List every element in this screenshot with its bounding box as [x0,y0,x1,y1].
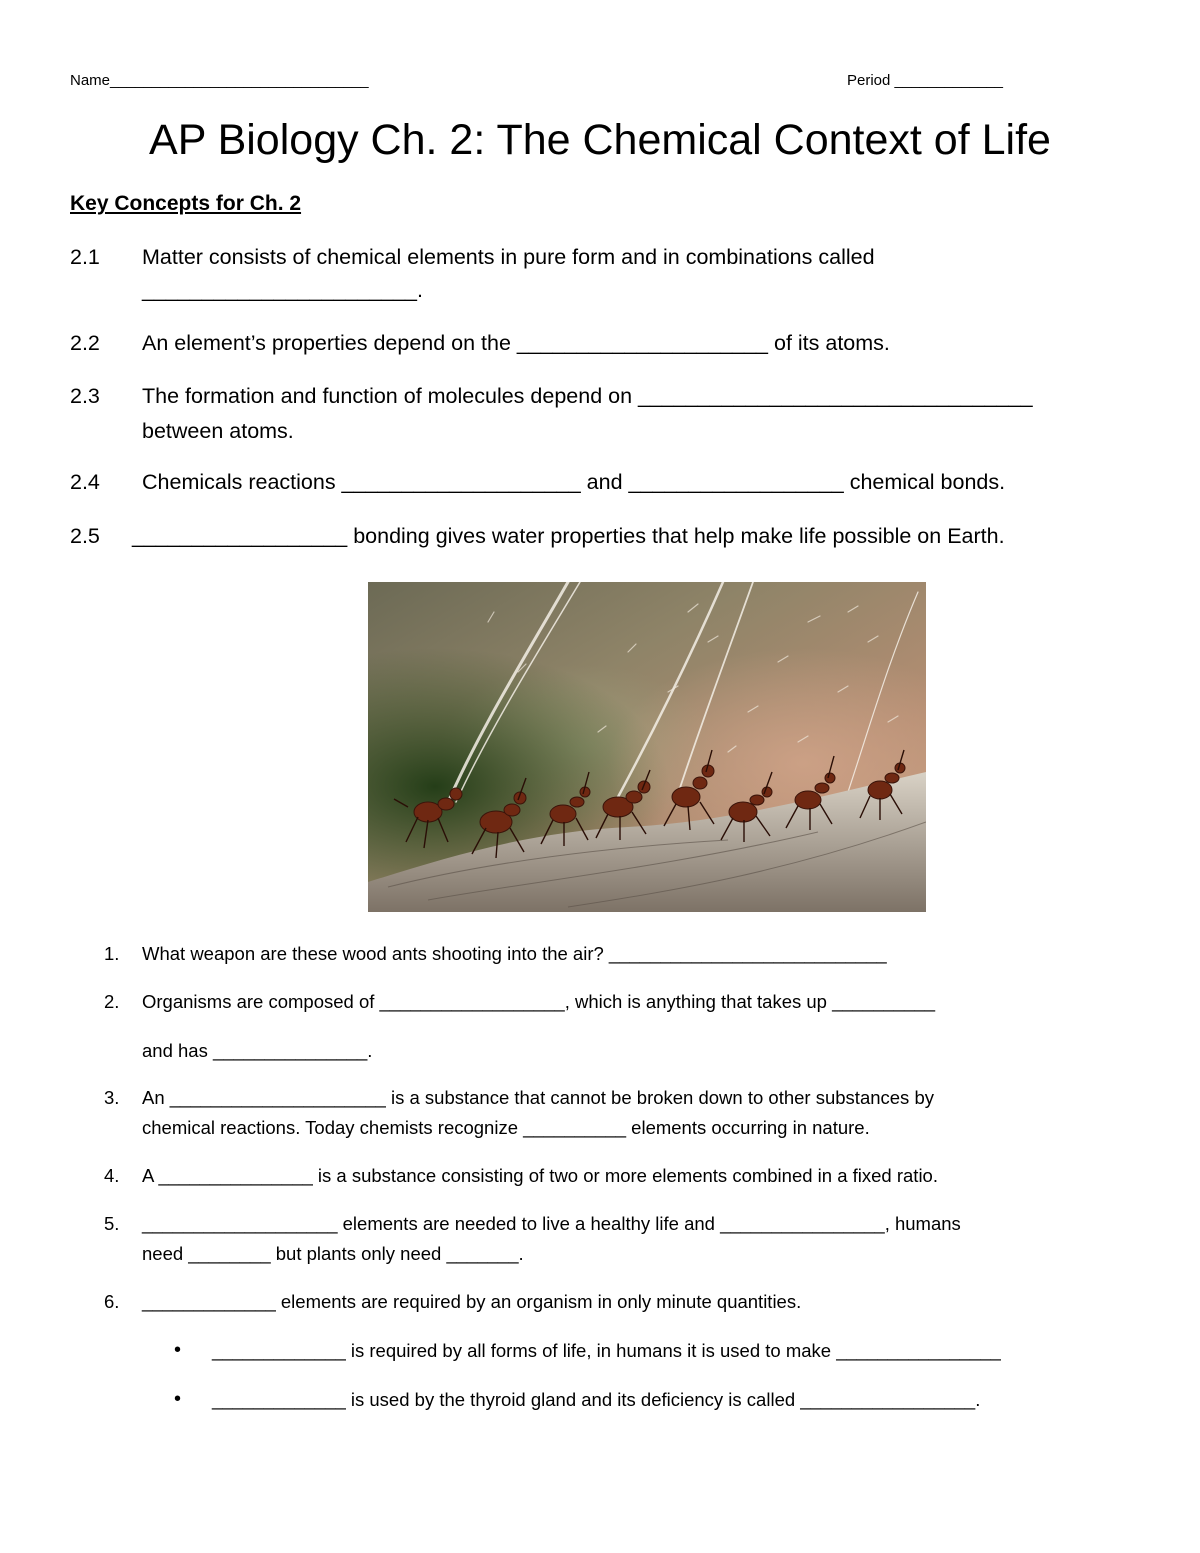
key-concept-text: Chemicals reactions ____________________ and __________________ chemical bonds. [142,470,1006,494]
key-concept-text: between atoms. [142,419,294,443]
bullet-icon: • [174,1388,182,1410]
question-text: An _____________________ is a substance that cannot be broken down to other substances by [142,1087,934,1108]
key-concept-number: 2.5 [70,524,100,548]
question-text: need ________ but plants only need _______. [142,1243,524,1264]
period-field[interactable]: Period _____________ [847,72,1003,89]
question-text: Organisms are composed of __________________, which is anything that takes up __________ [142,991,935,1012]
key-concept-text: The formation and function of molecules depend on _________________________________ [142,384,1033,408]
question-text: ___________________ elements are needed to live a healthy life and ________________, humans [142,1213,961,1234]
key-concept-text: An element’s properties depend on the _____________________ of its atoms. [142,331,890,355]
key-concept-number: 2.2 [70,331,100,355]
key-concept-text: Matter consists of chemical elements in pure form and in combinations called [142,245,875,269]
question-number: 4. [104,1165,120,1186]
question-number: 2. [104,991,120,1012]
bullet-icon: • [174,1339,182,1361]
question-text: A _______________ is a substance consisting of two or more elements combined in a fixed ratio. [142,1165,938,1186]
page-title: AP Biology Ch. 2: The Chemical Context of Life [149,116,1051,164]
question-number: 1. [104,943,120,964]
question-text: What weapon are these wood ants shooting into the air? ___________________________ [142,943,887,964]
question-number: 5. [104,1213,120,1234]
question-number: 3. [104,1087,120,1108]
question-number: 6. [104,1291,120,1312]
bullet-text: _____________ is used by the thyroid gland and its deficiency is called _________________. [212,1389,981,1410]
question-text: chemical reactions. Today chemists recognize __________ elements occurring in nature. [142,1117,870,1138]
key-concepts-heading: Key Concepts for Ch. 2 [70,192,302,215]
bullet-text: _____________ is required by all forms of life, in humans it is used to make ________________ [212,1340,1001,1361]
key-concept-number: 2.3 [70,384,100,408]
key-concept-blank[interactable]: _______________________. [142,278,423,302]
wood-ants-photo [368,582,926,912]
key-concept-number: 2.4 [70,470,100,494]
name-field[interactable]: Name_______________________________ [70,72,369,89]
key-concept-text: __________________ bonding gives water properties that help make life possible on Earth. [132,524,1005,548]
question-text: and has _______________. [142,1040,373,1061]
question-text: _____________ elements are required by an organism in only minute quantities. [142,1291,802,1312]
key-concept-number: 2.1 [70,245,100,269]
